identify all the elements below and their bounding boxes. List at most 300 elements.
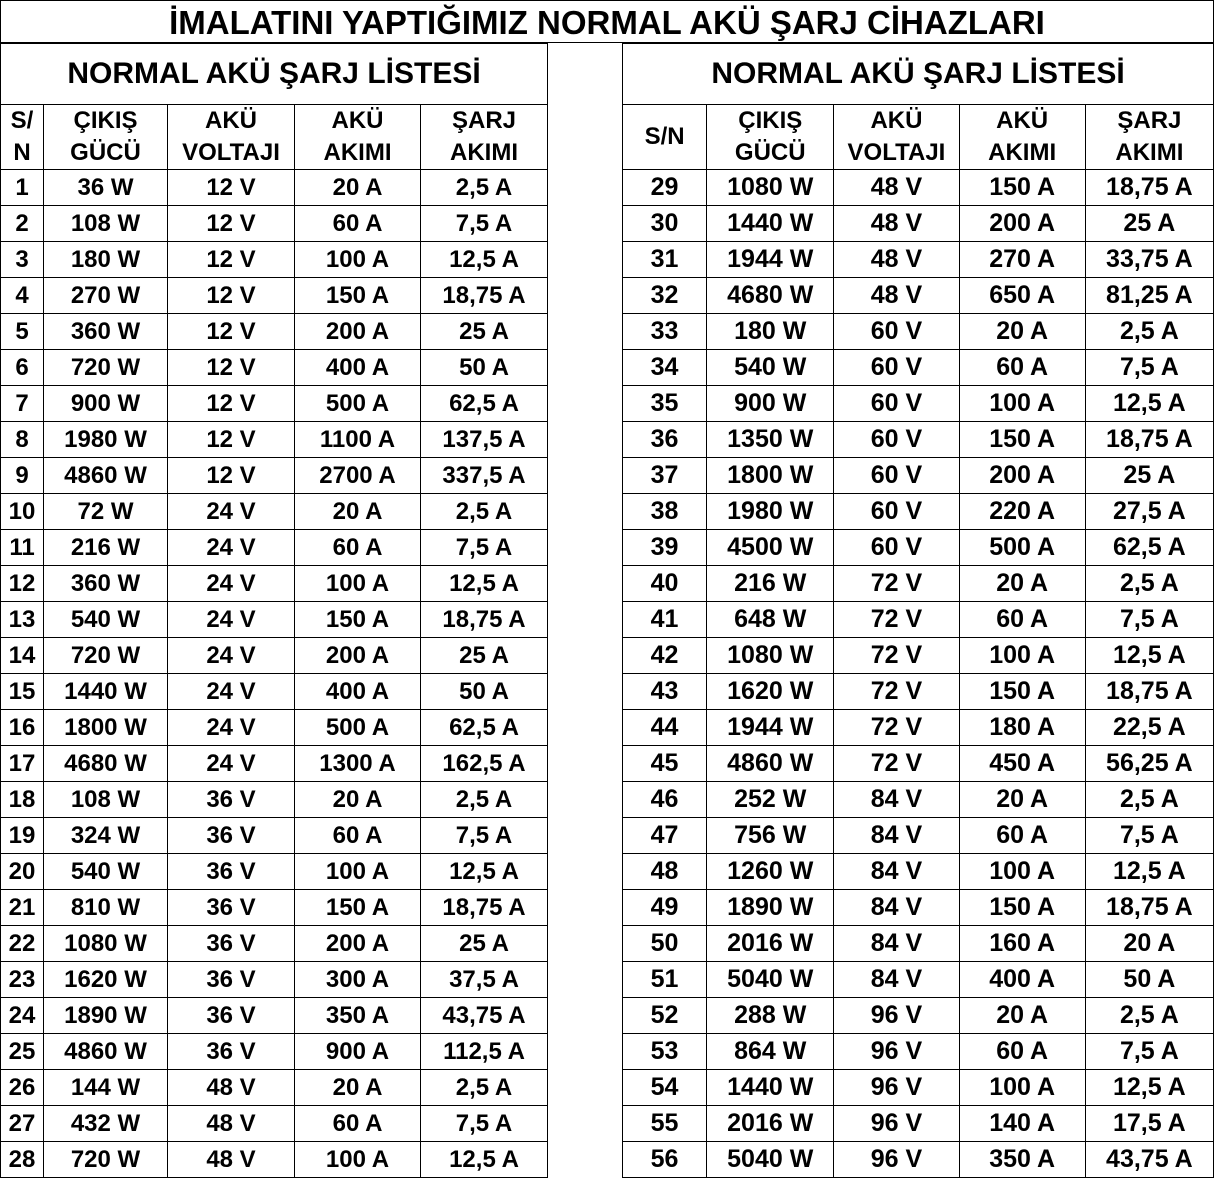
cell-charge-current: 56,25 A [1085, 746, 1213, 782]
header-line: S/ [10, 107, 34, 134]
cell-serial: 21 [1, 890, 44, 926]
cell-battery-voltage: 48 V [168, 1106, 295, 1142]
cell-charge-current: 12,5 A [1085, 386, 1213, 422]
cell-output-power: 2016 W [707, 926, 834, 962]
cell-battery-current: 200 A [959, 206, 1085, 242]
cell-battery-current: 60 A [295, 206, 421, 242]
cell-battery-current: 500 A [959, 530, 1085, 566]
cell-charge-current: 7,5 A [421, 1106, 548, 1142]
cell-charge-current: 2,5 A [1085, 998, 1213, 1034]
cell-charge-current: 7,5 A [421, 818, 548, 854]
cell-serial: 17 [1, 746, 44, 782]
cell-output-power: 288 W [707, 998, 834, 1034]
cell-charge-current: 2,5 A [421, 170, 548, 206]
left-header-row [1, 105, 548, 170]
cell-battery-voltage: 24 V [168, 566, 295, 602]
cell-battery-voltage: 24 V [168, 674, 295, 710]
cell-battery-voltage: 72 V [834, 710, 959, 746]
cell-output-power: 1980 W [707, 494, 834, 530]
table-row [623, 1034, 1214, 1070]
cell-output-power: 1440 W [707, 206, 834, 242]
cell-output-power: 540 W [44, 854, 168, 890]
cell-output-power: 540 W [44, 602, 168, 638]
cell-charge-current: 162,5 A [421, 746, 548, 782]
table-row [623, 422, 1214, 458]
left-table [0, 43, 548, 1178]
cell-battery-voltage: 48 V [168, 1142, 295, 1178]
cell-battery-voltage: 96 V [834, 1106, 959, 1142]
cell-charge-current: 2,5 A [421, 494, 548, 530]
cell-output-power: 1800 W [44, 710, 168, 746]
cell-charge-current: 7,5 A [421, 206, 548, 242]
table-row [623, 566, 1214, 602]
cell-output-power: 1080 W [707, 170, 834, 206]
cell-charge-current: 137,5 A [421, 422, 548, 458]
cell-battery-voltage: 12 V [168, 422, 295, 458]
table-row [623, 962, 1214, 998]
cell-battery-current: 100 A [295, 1142, 421, 1178]
cell-battery-current: 350 A [295, 998, 421, 1034]
cell-charge-current: 7,5 A [1085, 1034, 1213, 1070]
cell-battery-voltage: 12 V [168, 242, 295, 278]
right-table-subtitle: NORMAL AKÜ ŞARJ LİSTESİ [623, 44, 1214, 105]
cell-output-power: 324 W [44, 818, 168, 854]
cell-battery-voltage: 60 V [834, 386, 959, 422]
cell-charge-current: 81,25 A [1085, 278, 1213, 314]
header-line: AKÜ [331, 107, 384, 134]
cell-battery-current: 150 A [959, 170, 1085, 206]
cell-output-power: 432 W [44, 1106, 168, 1142]
header-output-power [707, 105, 834, 170]
cell-output-power: 4860 W [44, 1034, 168, 1070]
table-row [623, 998, 1214, 1034]
cell-battery-current: 150 A [295, 890, 421, 926]
cell-battery-current: 400 A [959, 962, 1085, 998]
table-row [1, 602, 548, 638]
header-battery-current [295, 105, 421, 170]
cell-battery-current: 20 A [295, 1070, 421, 1106]
left-table-body [1, 170, 548, 1178]
table-row [623, 386, 1214, 422]
header-line: VOLTAJI [847, 139, 946, 166]
cell-serial: 4 [1, 278, 44, 314]
cell-output-power: 900 W [44, 386, 168, 422]
cell-output-power: 144 W [44, 1070, 168, 1106]
cell-battery-current: 150 A [295, 602, 421, 638]
cell-charge-current: 18,75 A [1085, 422, 1213, 458]
table-row [623, 746, 1214, 782]
cell-serial: 32 [623, 278, 707, 314]
cell-serial: 5 [1, 314, 44, 350]
table-row [623, 206, 1214, 242]
cell-battery-current: 100 A [959, 1070, 1085, 1106]
cell-charge-current: 12,5 A [1085, 638, 1213, 674]
cell-charge-current: 112,5 A [421, 1034, 548, 1070]
cell-battery-current: 20 A [959, 998, 1085, 1034]
cell-battery-current: 150 A [959, 674, 1085, 710]
cell-serial: 30 [623, 206, 707, 242]
cell-battery-current: 1300 A [295, 746, 421, 782]
cell-output-power: 1440 W [44, 674, 168, 710]
cell-battery-current: 900 A [295, 1034, 421, 1070]
cell-battery-voltage: 12 V [168, 278, 295, 314]
cell-battery-voltage: 96 V [834, 1070, 959, 1106]
table-row [623, 782, 1214, 818]
table-row [623, 1142, 1214, 1178]
cell-charge-current: 7,5 A [1085, 602, 1213, 638]
table-row [623, 170, 1214, 206]
cell-serial: 23 [1, 962, 44, 998]
cell-charge-current: 7,5 A [1085, 818, 1213, 854]
cell-serial: 8 [1, 422, 44, 458]
right-table-panel [622, 43, 1214, 1178]
cell-battery-voltage: 12 V [168, 314, 295, 350]
cell-battery-voltage: 72 V [834, 638, 959, 674]
cell-battery-voltage: 60 V [834, 494, 959, 530]
table-row [1, 170, 548, 206]
cell-battery-current: 270 A [959, 242, 1085, 278]
cell-battery-current: 500 A [295, 710, 421, 746]
cell-battery-voltage: 60 V [834, 314, 959, 350]
cell-serial: 13 [1, 602, 44, 638]
right-table-body [623, 170, 1214, 1178]
cell-serial: 37 [623, 458, 707, 494]
cell-charge-current: 2,5 A [421, 1070, 548, 1106]
cell-charge-current: 50 A [421, 674, 548, 710]
cell-output-power: 108 W [44, 782, 168, 818]
cell-output-power: 4860 W [44, 458, 168, 494]
cell-battery-voltage: 96 V [834, 1142, 959, 1178]
cell-charge-current: 62,5 A [421, 710, 548, 746]
cell-battery-voltage: 72 V [834, 746, 959, 782]
table-row [623, 278, 1214, 314]
cell-charge-current: 62,5 A [421, 386, 548, 422]
cell-serial: 43 [623, 674, 707, 710]
cell-serial: 45 [623, 746, 707, 782]
cell-serial: 49 [623, 890, 707, 926]
cell-serial: 53 [623, 1034, 707, 1070]
cell-battery-voltage: 48 V [834, 170, 959, 206]
table-row [623, 638, 1214, 674]
cell-battery-voltage: 60 V [834, 350, 959, 386]
cell-battery-current: 60 A [959, 818, 1085, 854]
cell-battery-voltage: 24 V [168, 746, 295, 782]
cell-battery-voltage: 84 V [834, 854, 959, 890]
cell-charge-current: 62,5 A [1085, 530, 1213, 566]
table-row [1, 854, 548, 890]
cell-battery-current: 150 A [295, 278, 421, 314]
cell-battery-current: 20 A [959, 314, 1085, 350]
left-table-subtitle: NORMAL AKÜ ŞARJ LİSTESİ [1, 44, 548, 105]
cell-battery-current: 60 A [295, 818, 421, 854]
cell-charge-current: 43,75 A [421, 998, 548, 1034]
cell-battery-voltage: 84 V [834, 818, 959, 854]
header-line: ÇIKIŞ [73, 107, 138, 134]
header-charge-current [421, 105, 548, 170]
header-line: GÜCÜ [734, 139, 806, 166]
cell-charge-current: 18,75 A [421, 890, 548, 926]
cell-battery-current: 350 A [959, 1142, 1085, 1178]
cell-battery-current: 650 A [959, 278, 1085, 314]
table-row [623, 818, 1214, 854]
table-row [623, 854, 1214, 890]
cell-battery-voltage: 36 V [168, 998, 295, 1034]
cell-output-power: 360 W [44, 566, 168, 602]
cell-serial: 41 [623, 602, 707, 638]
cell-battery-current: 100 A [959, 386, 1085, 422]
cell-battery-current: 180 A [959, 710, 1085, 746]
header-line: AKÜ [870, 107, 923, 134]
table-row [1, 818, 548, 854]
cell-battery-current: 150 A [959, 890, 1085, 926]
page-title: İMALATINI YAPTIĞIMIZ NORMAL AKÜ ŞARJ CİHAZLARI [0, 0, 1214, 43]
cell-output-power: 1440 W [707, 1070, 834, 1106]
cell-serial: 7 [1, 386, 44, 422]
cell-charge-current: 18,75 A [421, 278, 548, 314]
cell-battery-current: 500 A [295, 386, 421, 422]
header-line: AKÜ [996, 107, 1049, 134]
cell-battery-voltage: 36 V [168, 926, 295, 962]
cell-output-power: 1620 W [44, 962, 168, 998]
cell-serial: 55 [623, 1106, 707, 1142]
cell-battery-voltage: 24 V [168, 494, 295, 530]
cell-serial: 35 [623, 386, 707, 422]
cell-charge-current: 25 A [1085, 206, 1213, 242]
cell-serial: 28 [1, 1142, 44, 1178]
header-line: AKIMI [1115, 139, 1184, 166]
cell-output-power: 1080 W [44, 926, 168, 962]
cell-serial: 14 [1, 638, 44, 674]
right-header-row [623, 105, 1214, 170]
cell-battery-current: 60 A [295, 1106, 421, 1142]
cell-battery-current: 20 A [295, 782, 421, 818]
table-row [623, 674, 1214, 710]
cell-output-power: 72 W [44, 494, 168, 530]
table-row [1, 1034, 548, 1070]
cell-charge-current: 12,5 A [1085, 854, 1213, 890]
table-row [1, 1070, 548, 1106]
cell-serial: 46 [623, 782, 707, 818]
table-row [623, 350, 1214, 386]
cell-output-power: 540 W [707, 350, 834, 386]
cell-output-power: 1350 W [707, 422, 834, 458]
table-row [623, 530, 1214, 566]
cell-battery-voltage: 36 V [168, 962, 295, 998]
cell-serial: 42 [623, 638, 707, 674]
cell-battery-voltage: 96 V [834, 998, 959, 1034]
cell-battery-current: 200 A [959, 458, 1085, 494]
table-row [623, 314, 1214, 350]
cell-output-power: 1620 W [707, 674, 834, 710]
table-row [623, 458, 1214, 494]
header-line: ŞARJ [1117, 107, 1182, 134]
cell-battery-voltage: 12 V [168, 386, 295, 422]
table-row [623, 1106, 1214, 1142]
cell-serial: 9 [1, 458, 44, 494]
table-row [1, 386, 548, 422]
header-line: GÜCÜ [70, 139, 141, 166]
table-row [1, 278, 548, 314]
cell-serial: 29 [623, 170, 707, 206]
cell-charge-current: 18,75 A [1085, 890, 1213, 926]
cell-battery-voltage: 24 V [168, 530, 295, 566]
cell-battery-current: 450 A [959, 746, 1085, 782]
table-row [623, 890, 1214, 926]
cell-battery-voltage: 60 V [834, 422, 959, 458]
cell-charge-current: 17,5 A [1085, 1106, 1213, 1142]
cell-battery-current: 150 A [959, 422, 1085, 458]
table-row [623, 710, 1214, 746]
cell-serial: 50 [623, 926, 707, 962]
table-row [1, 926, 548, 962]
cell-serial: 56 [623, 1142, 707, 1178]
cell-output-power: 2016 W [707, 1106, 834, 1142]
cell-serial: 3 [1, 242, 44, 278]
header-line: VOLTAJI [182, 139, 280, 166]
cell-charge-current: 27,5 A [1085, 494, 1213, 530]
table-row [1, 458, 548, 494]
cell-battery-voltage: 48 V [168, 1070, 295, 1106]
cell-charge-current: 2,5 A [1085, 566, 1213, 602]
cell-output-power: 1944 W [707, 710, 834, 746]
cell-serial: 18 [1, 782, 44, 818]
header-line: ÇIKIŞ [738, 107, 803, 134]
cell-output-power: 1800 W [707, 458, 834, 494]
cell-charge-current: 2,5 A [421, 782, 548, 818]
cell-charge-current: 25 A [421, 638, 548, 674]
cell-battery-current: 100 A [295, 566, 421, 602]
header-line: AKIMI [450, 139, 518, 166]
table-row [1, 1142, 548, 1178]
cell-serial: 22 [1, 926, 44, 962]
table-row [1, 566, 548, 602]
cell-output-power: 5040 W [707, 962, 834, 998]
cell-battery-current: 60 A [959, 1034, 1085, 1070]
table-row [1, 782, 548, 818]
cell-battery-current: 20 A [959, 782, 1085, 818]
header-charge-current [1085, 105, 1213, 170]
cell-serial: 24 [1, 998, 44, 1034]
cell-output-power: 720 W [44, 1142, 168, 1178]
header-serial [1, 105, 44, 170]
cell-battery-current: 1100 A [295, 422, 421, 458]
cell-battery-current: 100 A [295, 854, 421, 890]
cell-battery-voltage: 24 V [168, 602, 295, 638]
cell-charge-current: 12,5 A [421, 1142, 548, 1178]
cell-battery-voltage: 48 V [834, 278, 959, 314]
cell-battery-current: 200 A [295, 314, 421, 350]
cell-battery-current: 60 A [959, 602, 1085, 638]
cell-output-power: 180 W [44, 242, 168, 278]
table-row [1, 422, 548, 458]
cell-battery-voltage: 48 V [834, 206, 959, 242]
cell-battery-voltage: 84 V [834, 782, 959, 818]
header-line: AKIMI [323, 139, 392, 166]
cell-charge-current: 18,75 A [1085, 674, 1213, 710]
cell-battery-voltage: 60 V [834, 530, 959, 566]
header-battery-current [959, 105, 1085, 170]
cell-battery-voltage: 36 V [168, 818, 295, 854]
cell-output-power: 1890 W [44, 998, 168, 1034]
cell-output-power: 864 W [707, 1034, 834, 1070]
cell-serial: 20 [1, 854, 44, 890]
cell-battery-current: 160 A [959, 926, 1085, 962]
cell-output-power: 4680 W [44, 746, 168, 782]
cell-serial: 2 [1, 206, 44, 242]
table-row [1, 638, 548, 674]
table-row [623, 1070, 1214, 1106]
cell-charge-current: 12,5 A [421, 242, 548, 278]
cell-serial: 52 [623, 998, 707, 1034]
cell-output-power: 5040 W [707, 1142, 834, 1178]
cell-charge-current: 33,75 A [1085, 242, 1213, 278]
cell-battery-voltage: 72 V [834, 566, 959, 602]
cell-charge-current: 25 A [421, 926, 548, 962]
table-row [1, 314, 548, 350]
cell-battery-current: 200 A [295, 638, 421, 674]
cell-charge-current: 43,75 A [1085, 1142, 1213, 1178]
cell-serial: 16 [1, 710, 44, 746]
cell-battery-voltage: 12 V [168, 458, 295, 494]
cell-output-power: 252 W [707, 782, 834, 818]
cell-serial: 12 [1, 566, 44, 602]
header-line: S/N [644, 123, 685, 150]
header-battery-voltage [834, 105, 959, 170]
cell-serial: 54 [623, 1070, 707, 1106]
cell-serial: 27 [1, 1106, 44, 1142]
cell-charge-current: 50 A [1085, 962, 1213, 998]
cell-battery-voltage: 36 V [168, 854, 295, 890]
table-row [1, 242, 548, 278]
cell-charge-current: 50 A [421, 350, 548, 386]
cell-charge-current: 7,5 A [421, 530, 548, 566]
cell-serial: 38 [623, 494, 707, 530]
cell-serial: 1 [1, 170, 44, 206]
cell-output-power: 648 W [707, 602, 834, 638]
table-row [1, 710, 548, 746]
cell-output-power: 36 W [44, 170, 168, 206]
cell-output-power: 720 W [44, 638, 168, 674]
cell-output-power: 180 W [707, 314, 834, 350]
cell-serial: 47 [623, 818, 707, 854]
cell-battery-current: 100 A [959, 638, 1085, 674]
cell-battery-current: 60 A [959, 350, 1085, 386]
table-row [1, 962, 548, 998]
cell-serial: 26 [1, 1070, 44, 1106]
cell-serial: 44 [623, 710, 707, 746]
cell-charge-current: 12,5 A [421, 566, 548, 602]
cell-battery-voltage: 12 V [168, 350, 295, 386]
table-row [623, 926, 1214, 962]
cell-serial: 33 [623, 314, 707, 350]
cell-battery-current: 2700 A [295, 458, 421, 494]
cell-output-power: 4500 W [707, 530, 834, 566]
cell-battery-current: 100 A [959, 854, 1085, 890]
cell-battery-current: 400 A [295, 350, 421, 386]
cell-charge-current: 22,5 A [1085, 710, 1213, 746]
cell-battery-voltage: 24 V [168, 710, 295, 746]
cell-output-power: 216 W [707, 566, 834, 602]
cell-serial: 25 [1, 1034, 44, 1070]
cell-output-power: 1260 W [707, 854, 834, 890]
table-row [1, 998, 548, 1034]
cell-serial: 19 [1, 818, 44, 854]
table-row [1, 350, 548, 386]
cell-output-power: 108 W [44, 206, 168, 242]
cell-battery-current: 100 A [295, 242, 421, 278]
cell-output-power: 1980 W [44, 422, 168, 458]
header-line: AKÜ [205, 107, 257, 134]
